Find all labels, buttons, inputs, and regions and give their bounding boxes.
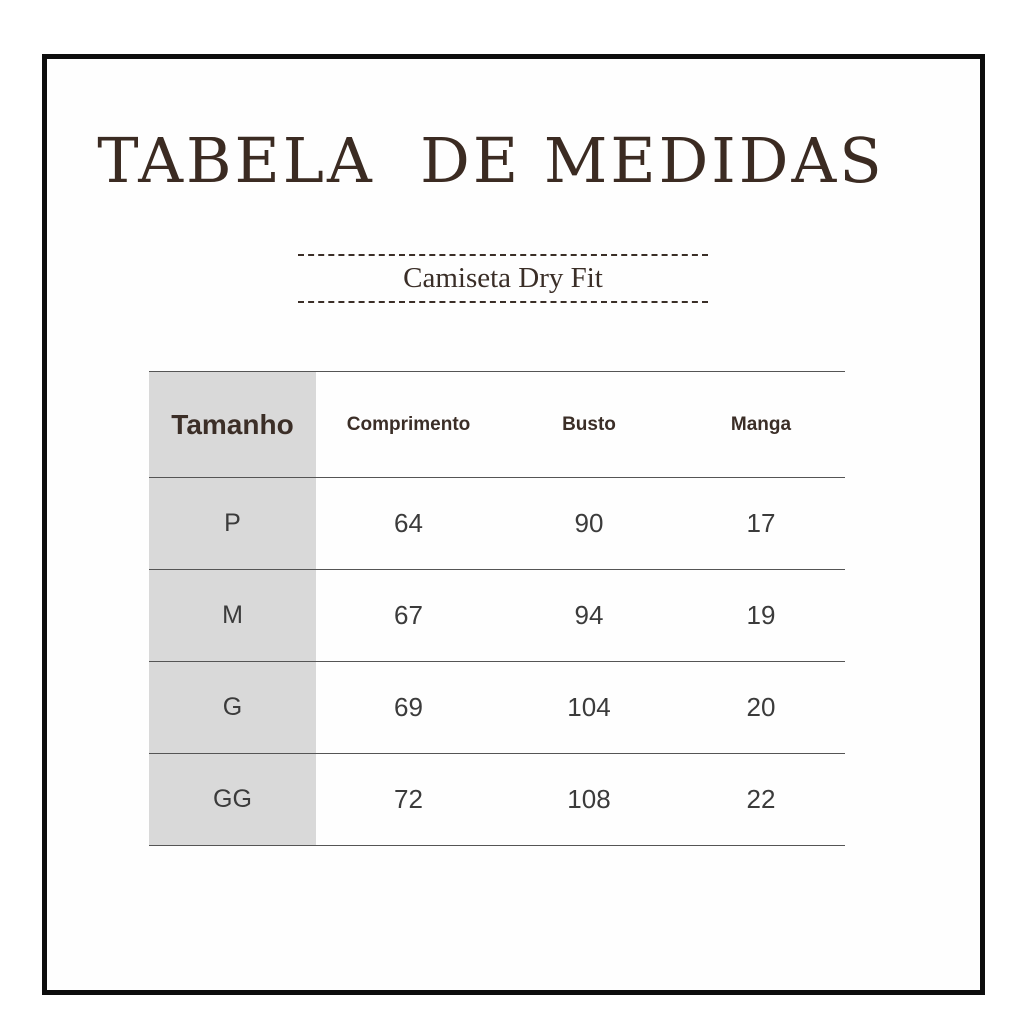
sleeve-cell: 19	[746, 600, 776, 630]
length-cell: 64	[394, 508, 423, 538]
table-header-row	[149, 371, 845, 478]
top-dashed-divider	[298, 254, 708, 256]
table-row	[149, 754, 845, 846]
size-cell: M	[149, 570, 316, 661]
header-sleeve: Manga	[730, 413, 792, 435]
chest-cell: 94	[574, 600, 604, 630]
size-table	[149, 371, 845, 846]
length-cell: 69	[394, 692, 423, 722]
table-row	[149, 662, 845, 754]
header-size: Tamanho	[149, 372, 316, 477]
chest-cell: 108	[567, 784, 611, 814]
length-cell: 72	[394, 784, 423, 814]
sleeve-cell: 20	[746, 692, 776, 722]
page-title: TABELA DE MEDIDAS	[97, 124, 885, 197]
product-subtitle: Camiseta Dry Fit	[403, 262, 603, 294]
chest-cell: 104	[567, 692, 611, 722]
table-row	[149, 478, 845, 570]
header-chest: Busto	[562, 413, 616, 435]
chest-cell: 90	[574, 508, 604, 538]
length-cell: 67	[394, 600, 423, 630]
table-row	[149, 570, 845, 662]
size-cell: GG	[149, 754, 316, 845]
size-cell: G	[149, 662, 316, 753]
sleeve-cell: 17	[746, 508, 776, 538]
bottom-dashed-divider	[298, 301, 708, 303]
sleeve-cell: 22	[746, 784, 776, 814]
size-cell: P	[149, 478, 316, 569]
header-length: Comprimento	[346, 413, 471, 435]
